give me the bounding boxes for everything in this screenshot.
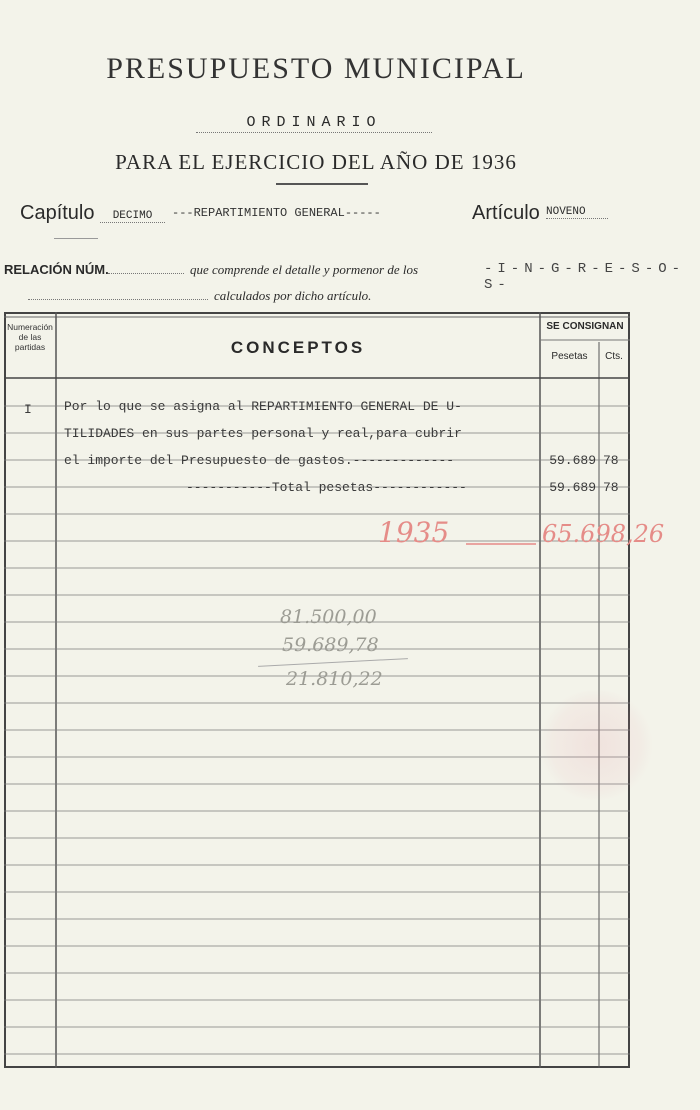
concept-line-3: el importe del Presupuesto de gastos.------------- bbox=[64, 453, 455, 468]
relacion-dotted-line bbox=[28, 299, 208, 300]
capitulo-description: ---REPARTIMIENTO GENERAL----- bbox=[172, 206, 381, 220]
total-pesetas: 59.689 bbox=[549, 480, 596, 495]
amount-pesetas: 59.689 bbox=[549, 453, 596, 468]
header-se-consignan: SE CONSIGNAN bbox=[546, 321, 624, 332]
amount-cts: 78 bbox=[603, 453, 619, 468]
handwritten-red-year: 1935 bbox=[378, 516, 450, 549]
fiscal-year-line: PARA EL EJERCICIO DEL AÑO DE 1936 bbox=[115, 150, 517, 174]
document-subtitle: ORDINARIO bbox=[196, 114, 432, 133]
partida-number: I bbox=[24, 402, 32, 417]
articulo-label: Artículo bbox=[472, 202, 540, 224]
capitulo-rule bbox=[54, 238, 98, 239]
relacion-text-2: calculados por dicho artículo. bbox=[214, 288, 372, 303]
header-pesetas: Pesetas bbox=[551, 351, 588, 362]
header-numeracion: Numeración de las partidas bbox=[7, 322, 53, 352]
faded-stamp bbox=[536, 690, 656, 800]
relacion-label: RELACIÓN NÚM. bbox=[4, 262, 109, 277]
title-divider bbox=[276, 183, 368, 185]
relacion-text: que comprende el detalle y pormenor de los bbox=[190, 262, 419, 277]
total-label: -----------Total pesetas------------ bbox=[186, 480, 467, 495]
capitulo-label: Capítulo bbox=[20, 202, 95, 224]
handwritten-red-amount: 65.698,26 bbox=[542, 520, 665, 548]
handwritten-red-dash bbox=[466, 543, 536, 545]
document-title: PRESUPUESTO MUNICIPAL bbox=[106, 52, 526, 85]
pencil-note-2: 59.689,78 bbox=[282, 634, 379, 656]
header-conceptos: CONCEPTOS bbox=[230, 338, 366, 357]
total-cts: 78 bbox=[603, 480, 619, 495]
capitulo-value: DECIMO bbox=[100, 210, 165, 223]
concept-line-1: Por lo que se asigna al REPARTIMIENTO GENERAL DE U- bbox=[64, 399, 462, 414]
pencil-note-1: 81.500,00 bbox=[280, 606, 377, 628]
pencil-note-3: 21.810,22 bbox=[286, 668, 383, 690]
articulo-value: NOVENO bbox=[546, 206, 608, 219]
header-cts: Cts. bbox=[605, 351, 623, 362]
concept-line-2: TILIDADES en sus partes personal y real,para cubrir bbox=[64, 426, 462, 441]
relacion-number-field bbox=[108, 273, 184, 274]
relacion-value: -I-N-G-R-E-S-O-S- bbox=[484, 261, 686, 293]
